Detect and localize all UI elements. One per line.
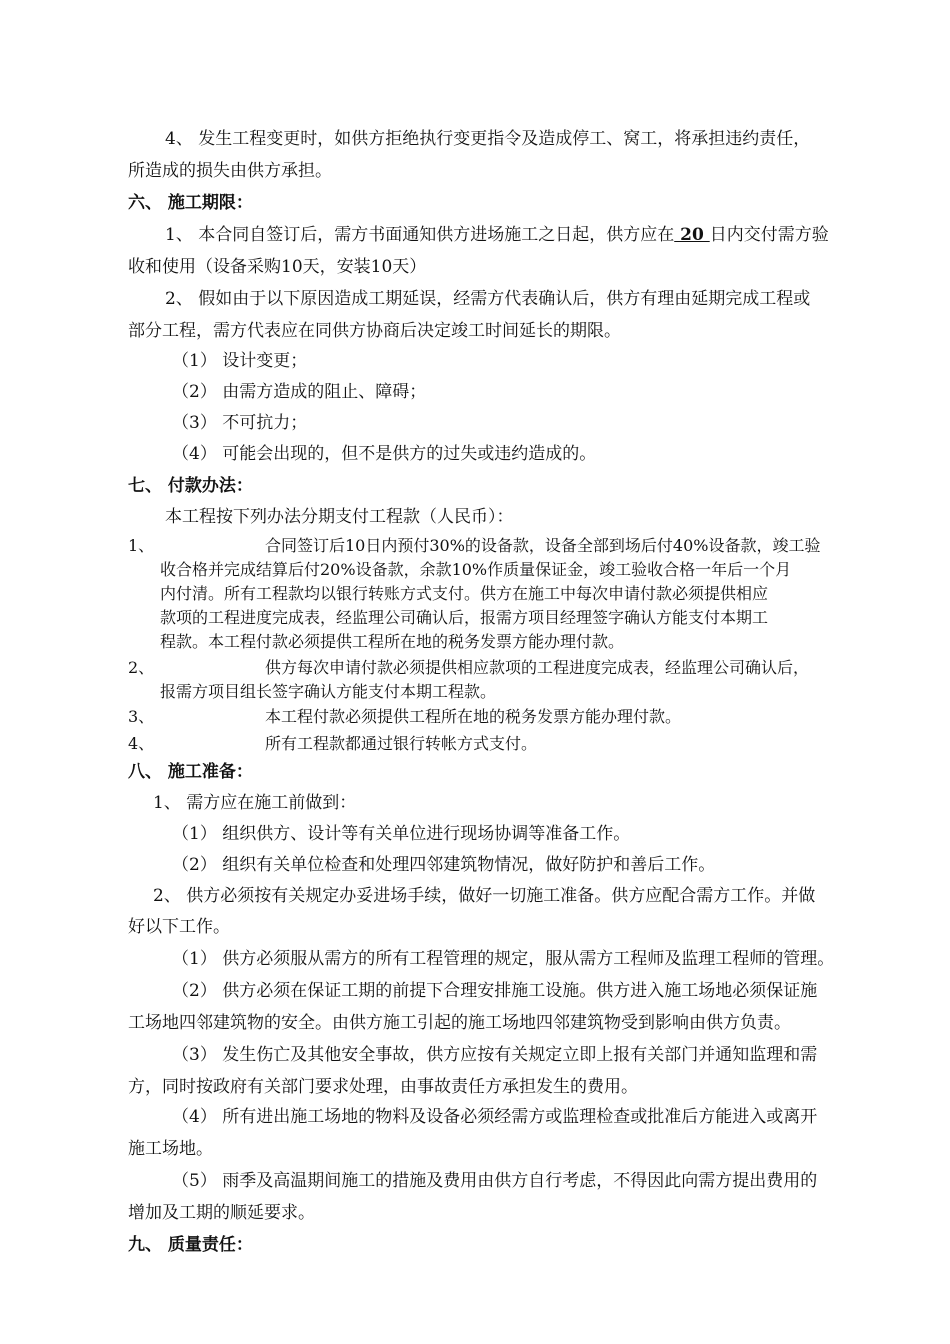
section-9-heading: 九、 质量责任： [128,1235,253,1255]
s5-item4-line2: 所造成的损失由供方承担。 [128,161,332,181]
s6-sub1: （1） 设计变更； [172,351,308,371]
s8-item2-sub3-line2: 方，同时按政府有关部门要求处理，由事故责任方承担发生的费用。 [128,1077,638,1097]
s7-item4-line1: 所有工程款都通过银行转帐方式支付。 [265,734,538,753]
s6-item1-text-a: 1、 本合同自签订后，需方书面通知供方进场施工之日起，供方应在 [165,225,675,245]
s8-item2-sub1: （1） 供方必须服从需方的所有工程管理的规定，服从需方工程师及监理工程师的管理。 [172,949,835,969]
s8-item1: 1、 需方应在施工前做到： [153,793,357,813]
s6-item1-line2: 收和使用（设备采购10天，安装10天） [128,257,427,277]
s5-item4-line1: 4、 发生工程变更时，如供方拒绝执行变更指令及造成停工、窝工，将承担违约责任， [165,129,811,149]
s7-item1-line2: 收合格并完成结算后付20%设备款，余款10%作质量保证金，竣工验收合格一年后一个月 [160,560,792,579]
s8-item2-sub3-line1: （3） 发生伤亡及其他安全事故，供方应按有关规定立即上报有关部门并通知监理和需 [172,1045,818,1065]
s8-item2-sub4-line2: 施工场地。 [128,1139,213,1159]
section-7-heading: 七、 付款办法： [128,476,253,496]
s6-sub3: （3） 不可抗力； [172,413,308,433]
s7-item1-line1: 合同签订后10日内预付30%的设备款，设备全部到场后付40%设备款，竣工验 [265,536,821,555]
s7-item2-line1: 供方每次申请付款必须提供相应款项的工程进度完成表，经监理公司确认后， [265,658,810,677]
s6-item1-days: 20 [674,225,710,245]
s8-item2-sub5-line1: （5） 雨季及高温期间施工的措施及费用由供方自行考虑，不得因此向需方提出费用的 [172,1171,818,1191]
s8-item1-sub1: （1） 组织供方、设计等有关单位进行现场协调等准备工作。 [172,824,631,844]
s6-item2-line2: 部分工程，需方代表应在同供方协商后决定竣工时间延长的期限。 [128,321,621,341]
s7-item1-line4: 款项的工程进度完成表，经监理公司确认后，报需方项目经理签字确认方能支付本期工 [160,608,769,627]
s7-item4-number: 4、 [128,734,155,753]
s8-item2-sub4-line1: （4） 所有进出施工场地的物料及设备必须经需方或监理检查或批准后方能进入或离开 [172,1107,818,1127]
s6-sub2: （2） 由需方造成的阻止、障碍； [172,382,427,402]
s8-item2-sub5-line2: 增加及工期的顺延要求。 [128,1203,315,1223]
s6-sub4: （4） 可能会出现的，但不是供方的过失或违约造成的。 [172,444,597,464]
s6-item1-line1 [165,224,829,246]
s7-intro: 本工程按下列办法分期支付工程款（人民币）： [165,507,514,527]
section-6-heading: 六、 施工期限： [128,193,253,213]
s7-item2-number: 2、 [128,658,155,677]
s8-item2-line1: 2、 供方必须按有关规定办妥进场手续，做好一切施工准备。供方应配合需方工作。并做 [153,886,816,906]
s7-item1-line5: 程款。本工程付款必须提供工程所在地的税务发票方能办理付款。 [160,632,625,651]
s7-item2-line2: 报需方项目组长签字确认方能支付本期工程款。 [160,682,497,701]
s8-item2-sub2-line2: 工场地四邻建筑物的安全。由供方施工引起的施工场地四邻建筑物受到影响由供方负责。 [128,1013,791,1033]
s7-item1-line3: 内付清。所有工程款均以银行转账方式支付。供方在施工中每次申请付款必须提供相应 [160,584,769,603]
s7-item3-line1: 本工程付款必须提供工程所在地的税务发票方能办理付款。 [265,707,682,726]
s8-item2-line2: 好以下工作。 [128,917,230,937]
section-8-heading: 八、 施工准备： [128,762,253,782]
s6-item1-text-b: 日内交付需方验 [709,225,829,245]
s6-item2-line1: 2、 假如由于以下原因造成工期延误，经需方代表确认后，供方有理由延期完成工程或 [165,289,811,309]
s8-item1-sub2: （2） 组织有关单位检查和处理四邻建筑物情况，做好防护和善后工作。 [172,855,716,875]
s7-item3-number: 3、 [128,707,155,726]
s8-item2-sub2-line1: （2） 供方必须在保证工期的前提下合理安排施工设施。供方进入施工场地必须保证施 [172,981,818,1001]
s7-item1-number: 1、 [128,536,155,555]
